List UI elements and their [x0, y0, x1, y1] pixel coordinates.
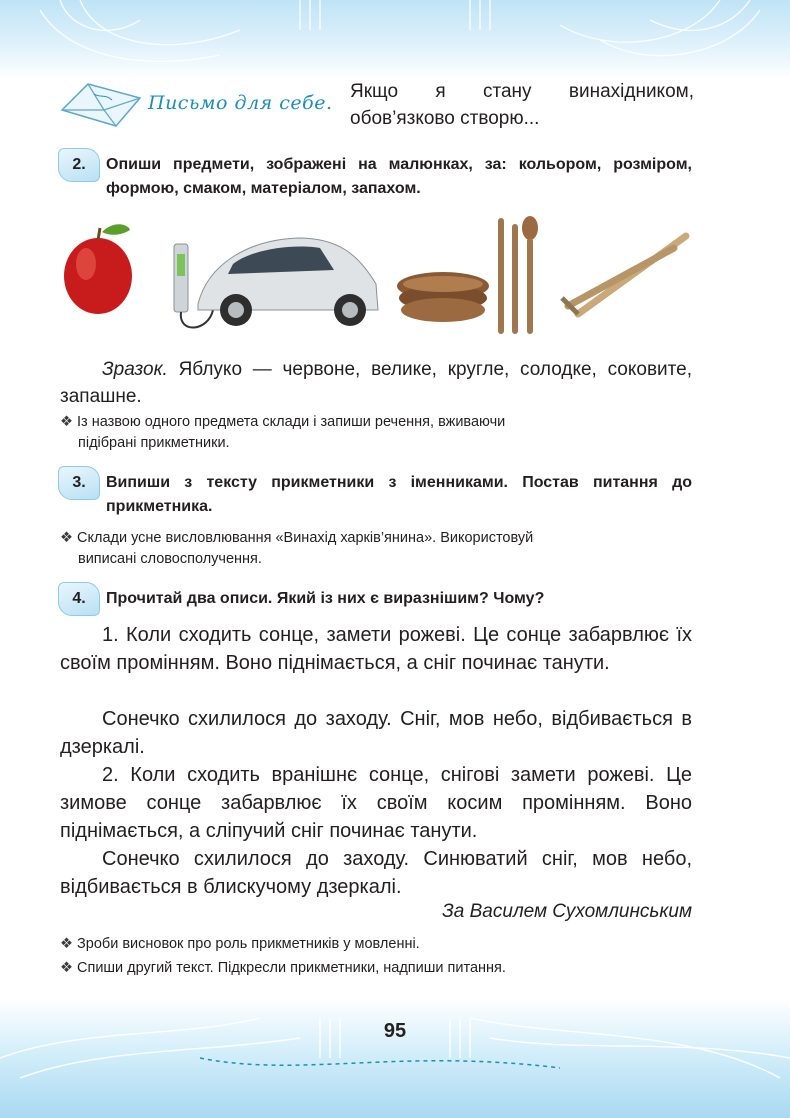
bottom-swirl-ornament — [0, 998, 790, 1118]
bullet-mark-icon: ❖ — [60, 960, 73, 976]
bullet-1 — [60, 412, 692, 454]
example-paragraph — [60, 356, 692, 410]
task-4 — [58, 582, 692, 616]
bullet-4-text: Спиши другий текст. Підкресли прикметники, надпиши питання. — [77, 960, 506, 976]
bullet-4 — [60, 958, 692, 979]
top-swirl-ornament — [0, 0, 790, 80]
text-2-paragraph-2: Сонечко схилилося до заходу. Синюватий сніг, мов небо, відбивається в блискучому дзеркалі. — [60, 848, 692, 898]
task-2 — [58, 148, 692, 204]
apple-image — [64, 224, 132, 314]
text-1-paragraph-1: 1. Коли сходить сонце, замети рожеві. Це сонце забарвлює їх своїм промінням. Воно піднімається, а сніг починає танути. — [60, 624, 692, 674]
bullet-mark-icon: ❖ — [60, 936, 73, 952]
bullet-2 — [60, 528, 692, 570]
task-2-text: Опиши предмети, зображені на малюнках, за: кольором, розміром, формою, смаком, матеріалом, запахом. — [106, 156, 692, 197]
wooden-tableware-image — [397, 216, 538, 334]
bullet-mark-icon: ❖ — [60, 414, 73, 430]
top-decorative-band — [0, 0, 790, 80]
bullet-2-line-2: виписані словосполучення. — [78, 551, 262, 567]
object-pictures-row — [58, 214, 698, 344]
bullet-mark-icon: ❖ — [60, 530, 73, 546]
example-label: Зразок. — [102, 359, 168, 380]
bamboo-toothbrushes-image — [562, 236, 686, 314]
bullet-2-line-1: Склади усне висловлювання «Винахід харків’янина». Використовуй — [77, 530, 534, 546]
example-text: Яблуко — червоне, велике, кругле, солодке, соковите, запашне. — [60, 359, 692, 407]
author-attribution: За Василем Сухомлинським — [442, 901, 692, 922]
text-1-paragraph-2: Сонечко схилилося до заходу. Сніг, мов небо, відбивається в дзеркалі. — [60, 708, 692, 758]
task-3 — [58, 466, 692, 520]
letter-line-1: Якщо я стану винахідником, — [350, 81, 694, 102]
bullet-3-text: Зроби висновок про роль прикметників у мовленні. — [77, 936, 420, 952]
bullet-1-line-2: підібрані прикметники. — [78, 435, 230, 451]
electric-car-image — [174, 238, 378, 328]
task-4-text: Прочитай два описи. Який із них є виразнішим? Чому? — [106, 590, 545, 607]
text-2-paragraph-1: 2. Коли сходить вранішнє сонце, снігові замети рожеві. Це зимове сонце забарвлює їх своїм косим промінням. Воно піднімається, а сліпучий сніг починає танути. — [60, 764, 692, 842]
task-3-text: Випиши з тексту прикметники з іменниками. Постав питання до прикметника. — [106, 474, 692, 515]
letter-to-self-block — [60, 78, 700, 140]
page-number: 95 — [383, 1020, 407, 1042]
task-number-badge: 3. — [58, 466, 100, 500]
task-number-badge: 4. — [58, 582, 100, 616]
task-number-badge: 2. — [58, 148, 100, 182]
bullet-1-line-1: Із назвою одного предмета склади і запиши речення, вживаючи — [77, 414, 506, 430]
letter-script-title: Письмо для себе. — [148, 92, 333, 114]
letter-prompt-text — [350, 78, 694, 132]
bottom-decorative-band — [0, 998, 790, 1118]
letter-line-2: обов’язково створю... — [350, 108, 540, 129]
envelope-icon — [60, 80, 142, 128]
bullet-3 — [60, 934, 692, 955]
